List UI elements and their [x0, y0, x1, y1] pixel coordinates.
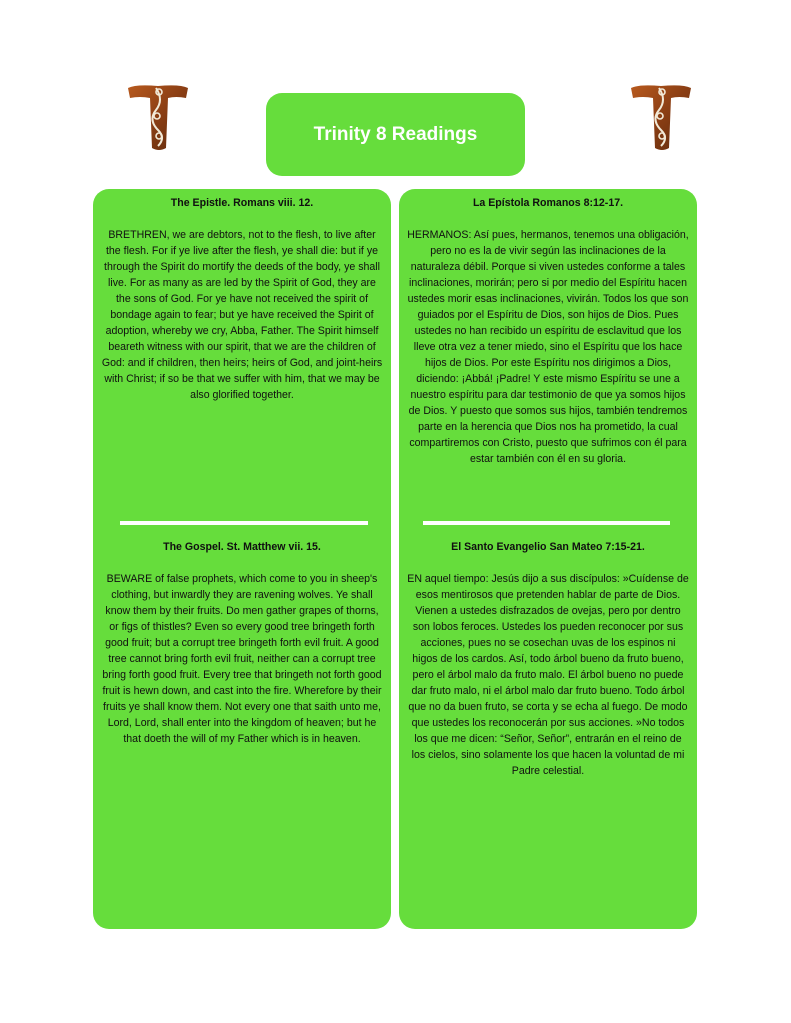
epistola-text: HERMANOS: Así pues, hermanos, tenemos una obligación, pero no es la de vivir según las inclinaciones de la naturaleza débil. Porque si viven ustedes conforme a tales inclinaciones, morirán; pero si por medio del Espíritu hacen ustedes morir esas inclinaciones, vivirán. Todos los que son guiados por el Espíritu de Dios, son hijos de Dios. Pues ustedes no han recibido un espíritu de esclavitud que los lleve otra vez a tener miedo, sino el Espíritu que los hace hijos de Dios. Por este Espíritu nos dirigimos a Dios, diciendo: ¡Abbá! ¡Padre! Y este mismo Espíritu se une a nuestro espíritu para dar testimonio de que ya somos hijos de Dios. Y puesto que somos sus hijos, también tendremos parte en la herencia que Dios nos ha prometido, la cual compartiremos con Cristo, puesto que sufrimos con él para estar también con él en su gloria.	[407, 229, 689, 465]
english-panel	[93, 189, 391, 929]
epistola-heading: La Epístola Romanos 8:12-17.	[472, 197, 624, 209]
evangelio-heading: El Santo Evangelio San Mateo 7:15-21.	[451, 541, 645, 553]
epistle-heading: The Epistle. Romans viii. 12.	[170, 197, 314, 209]
divider	[423, 521, 670, 525]
tau-cross-icon	[629, 80, 693, 152]
evangelio-section	[407, 539, 689, 779]
epistle-text: BRETHREN, we are debtors, not to the flesh, to live after the flesh. For if ye live after the flesh, ye shall die: but if ye through the Spirit do mortify the deeds of the body, ye shall live. For as many as are led by the Spirit of God, they are the sons of God. For ye have not received the spirit of bondage again to fear; but ye have received the Spirit of adoption, whereby we cry, Abba, Father. The Spirit himself beareth witness with our spirit, that we are the children of God: and if children, then heirs; heirs of God, and joint-heirs with Christ; if so be that we suffer with him, that we may be also glorified together.	[101, 229, 383, 401]
divider	[120, 521, 368, 525]
gospel-text: BEWARE of false prophets, which come to you in sheep's clothing, but inwardly they are ravening wolves. Ye shall know them by their fruits. Do men gather grapes of thorns, or figs of thistles? Even so every good tree bringeth forth good fruit; but a corrupt tree bringeth forth evil fruit. A good tree cannot bring forth evil fruit, neither can a corrupt tree bring forth good fruit. Every tree that bringeth not forth good fruit is hewn down, and cast into the fire. Wherefore by their fruits ye shall know them. Not every one that saith unto me, Lord, Lord, shall enter into the kingdom of heaven; but he that doeth the will of my Father which is in heaven.	[102, 573, 382, 745]
spanish-panel	[399, 189, 697, 929]
tau-cross-icon	[126, 80, 190, 152]
epistola-section	[407, 195, 689, 467]
title-box	[266, 93, 525, 176]
gospel-heading: The Gospel. St. Matthew vii. 15.	[163, 541, 321, 553]
page-title: Trinity 8 Readings	[313, 123, 478, 145]
evangelio-text: EN aquel tiempo: Jesús dijo a sus discípulos: »Cuídense de esos mentirosos que pretenden hablar de parte de Dios. Vienen a ustedes disfrazados de ovejas, pero por dentro son lobos feroces. Ustedes los pueden reconocer por sus acciones, pues no se cosechan uvas de los espinos ni higos de los cardos. Así, todo árbol bueno da fruto bueno, pero el árbol malo da fruto malo. El árbol bueno no puede dar fruto malo, ni el árbol malo dar fruto bueno. Todo árbol que no da buen fruto, se corta y se echa al fuego. De modo que ustedes los reconocerán por sus acciones. »No todos los que me dicen: “Señor, Señor”, entrarán en el reino de los cielos, sino solamente los que hacen la voluntad de mi Padre celestial.	[407, 573, 689, 777]
gospel-section	[101, 539, 383, 747]
epistle-section	[101, 195, 383, 403]
